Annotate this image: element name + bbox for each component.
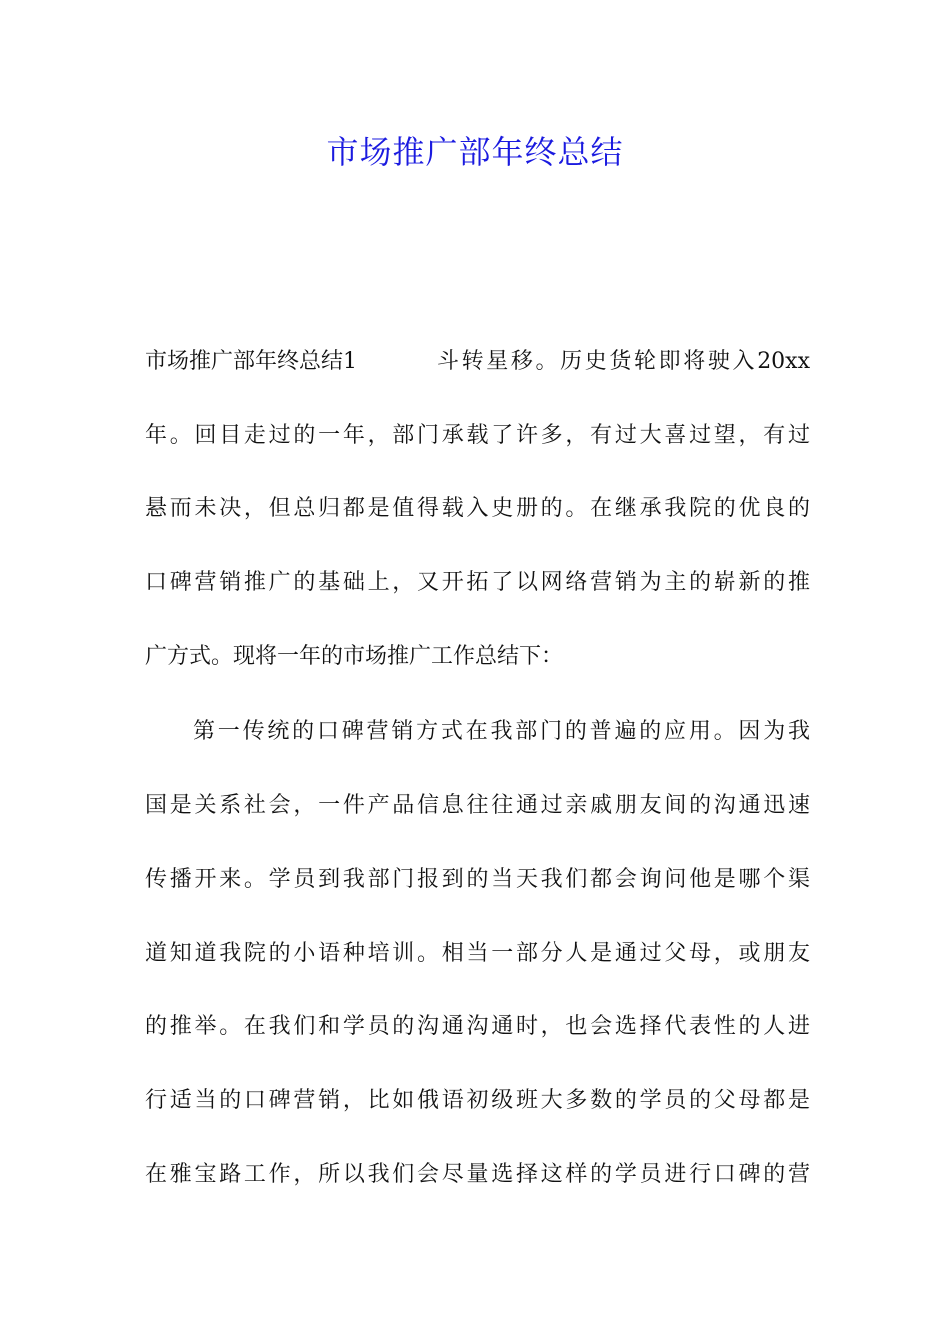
paragraph-line: 传播开来。学员到我部门报到的当天我们都会询问他是哪个渠 [145,867,810,892]
paragraph-line: 在雅宝路工作，所以我们会尽量选择这样的学员进行口碑的营 [145,1162,810,1187]
paragraph-line: 口碑营销推广的基础上，又开拓了以网络营销为主的崭新的推 [145,570,810,595]
paragraph-line: 国是关系社会，一件产品信息往往通过亲戚朋友间的沟通迅速 [145,793,810,818]
paragraph-line: 广方式。现将一年的市场推广工作总结下： [145,644,564,669]
paragraph-line: 行适当的口碑营销，比如俄语初级班大多数的学员的父母都是 [145,1088,810,1113]
section-heading: 市场推广部年终总结1 [145,349,357,374]
paragraph-line: 道知道我院的小语种培训。相当一部分人是通过父母，或朋友 [145,941,810,966]
paragraph-line: 斗转星移。历史货轮即将驶入20xx [437,349,810,374]
document-title: 市场推广部年终总结 [326,133,624,171]
paragraph-line: 悬而未决，但总归都是值得载入史册的。在继承我院的优良的 [145,496,810,521]
paragraph-line: 的推举。在我们和学员的沟通沟通时，也会选择代表性的人进 [145,1014,810,1039]
paragraph-line: 年。回目走过的一年，部门承载了许多，有过大喜过望，有过 [145,423,810,448]
paragraph-line: 第一传统的口碑营销方式在我部门的普遍的应用。因为我 [193,719,810,744]
